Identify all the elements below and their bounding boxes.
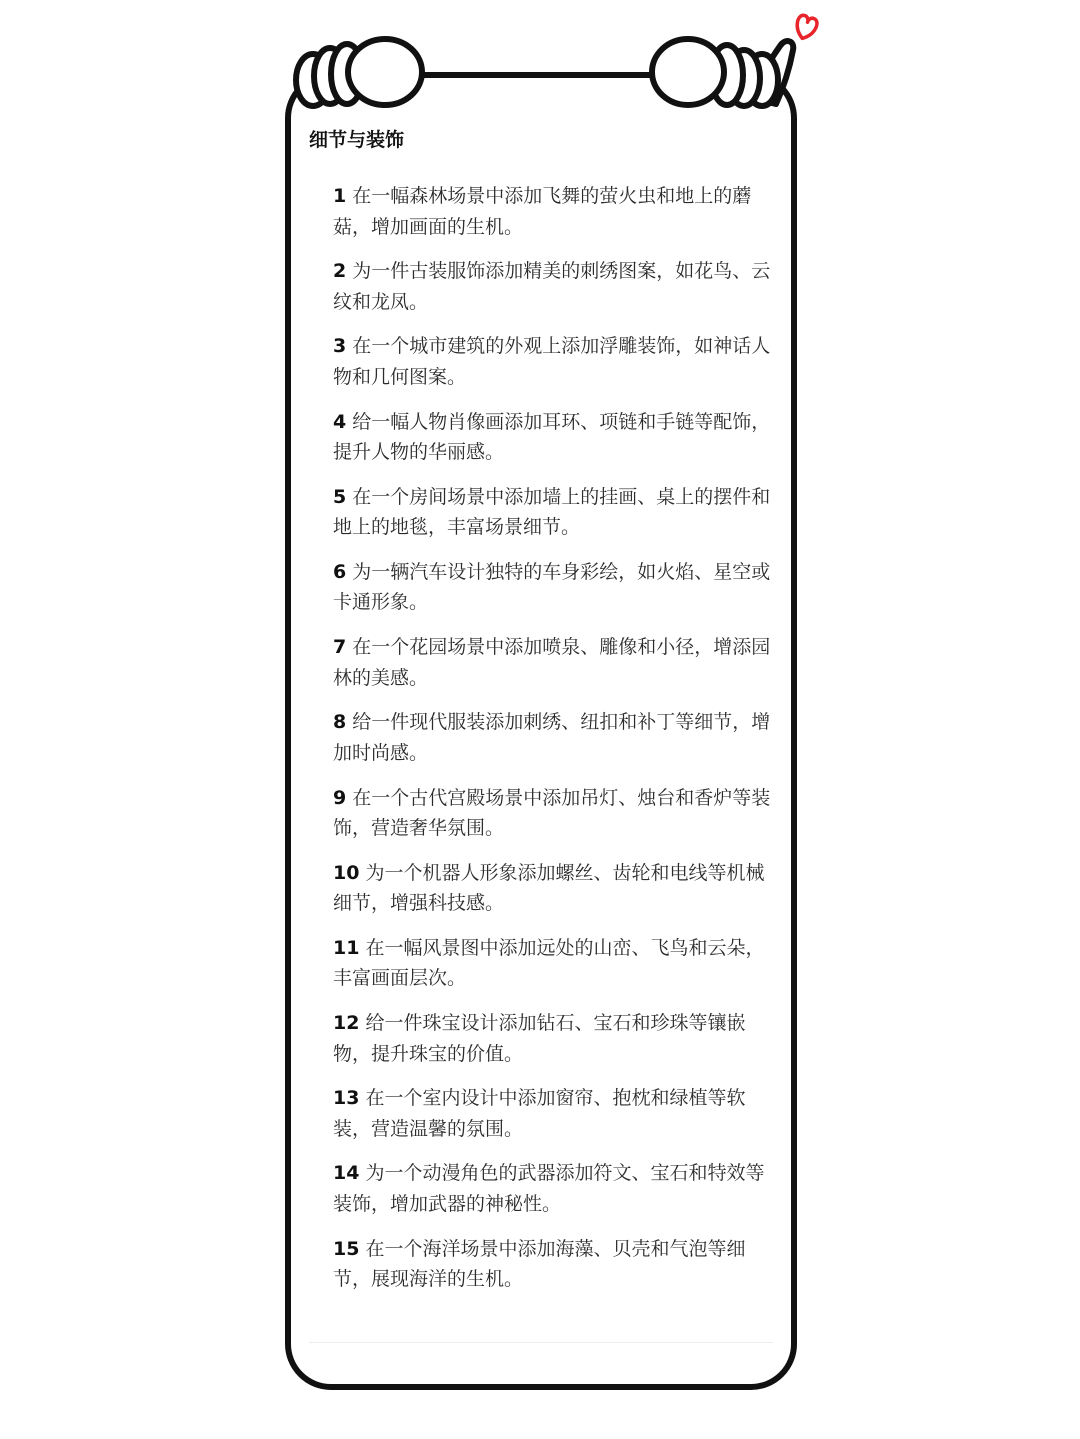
item-number: 1 — [333, 185, 347, 207]
item-text: 为一个机器人形象添加螺丝、齿轮和电线等机械细节，增强科技感。 — [333, 861, 765, 915]
item-text: 在一个室内设计中添加窗帘、抱枕和绿植等软装，营造温馨的氛围。 — [333, 1087, 746, 1140]
item-text: 在一个古代宫殿场景中添加吊灯、烛台和香炉等装饰，营造奢华氛围。 — [333, 786, 771, 839]
item-text: 在一个海洋场景中添加海藻、贝壳和气泡等细节，展现海洋的生机。 — [333, 1237, 746, 1291]
item-text: 给一幅人物肖像画添加耳环、项链和手链等配饰，提升人物的华丽感。 — [333, 410, 771, 464]
item-text: 在一幅森林场景中添加飞舞的萤火虫和地上的蘑菇，增加画面的生机。 — [333, 185, 752, 238]
item-text: 在一个房间场景中添加墙上的挂画、桌上的摆件和地上的地毯，丰富场景细节。 — [333, 485, 771, 539]
item-number: 7 — [333, 636, 347, 659]
item-list — [333, 181, 775, 1309]
list-item — [333, 707, 775, 768]
item-number: 2 — [333, 260, 347, 283]
item-number: 15 — [333, 1237, 360, 1260]
item-number: 9 — [333, 786, 347, 809]
list-item — [333, 1083, 775, 1144]
item-number: 14 — [333, 1162, 360, 1185]
item-text: 在一个城市建筑的外观上添加浮雕装饰，如神话人物和几何图案。 — [333, 335, 771, 388]
list-item — [333, 256, 775, 317]
list-item — [333, 557, 775, 618]
item-number: 6 — [333, 560, 347, 583]
list-item — [333, 632, 775, 693]
heart-icon — [793, 14, 819, 41]
list-item — [333, 482, 775, 543]
list-item — [333, 783, 775, 844]
item-text: 为一辆汽车设计独特的车身彩绘，如火焰、星空或卡通形象。 — [333, 560, 771, 614]
item-number: 10 — [333, 861, 360, 884]
item-text: 为一件古装服饰添加精美的刺绣图案，如花鸟、云纹和龙凤。 — [333, 260, 771, 313]
item-number: 3 — [333, 335, 347, 358]
list-item — [333, 933, 775, 994]
item-number: 13 — [333, 1087, 360, 1110]
item-text: 给一件现代服装添加刺绣、纽扣和补丁等细节，增加时尚感。 — [333, 711, 771, 764]
item-text: 在一个花园场景中添加喷泉、雕像和小径，增添园林的美感。 — [333, 636, 771, 689]
item-number: 11 — [333, 936, 360, 959]
list-item — [333, 181, 775, 242]
page-title: 细节与装饰 — [309, 129, 405, 151]
item-number: 8 — [333, 711, 347, 734]
list-item — [333, 407, 775, 468]
item-text: 在一幅风景图中添加远处的山峦、飞鸟和云朵，丰富画面层次。 — [333, 936, 765, 990]
list-item — [333, 1008, 775, 1069]
item-text: 为一个动漫角色的武器添加符文、宝石和特效等装饰，增加武器的神秘性。 — [333, 1162, 765, 1215]
bottom-divider — [309, 1342, 773, 1343]
list-item — [333, 858, 775, 919]
list-item — [333, 1234, 775, 1295]
item-number: 4 — [333, 410, 347, 433]
item-text: 给一件珠宝设计添加钻石、宝石和珍珠等镶嵌物，提升珠宝的价值。 — [333, 1012, 746, 1065]
item-number: 12 — [333, 1012, 360, 1035]
item-number: 5 — [333, 485, 347, 508]
list-item — [333, 1158, 775, 1219]
list-item — [333, 331, 775, 392]
